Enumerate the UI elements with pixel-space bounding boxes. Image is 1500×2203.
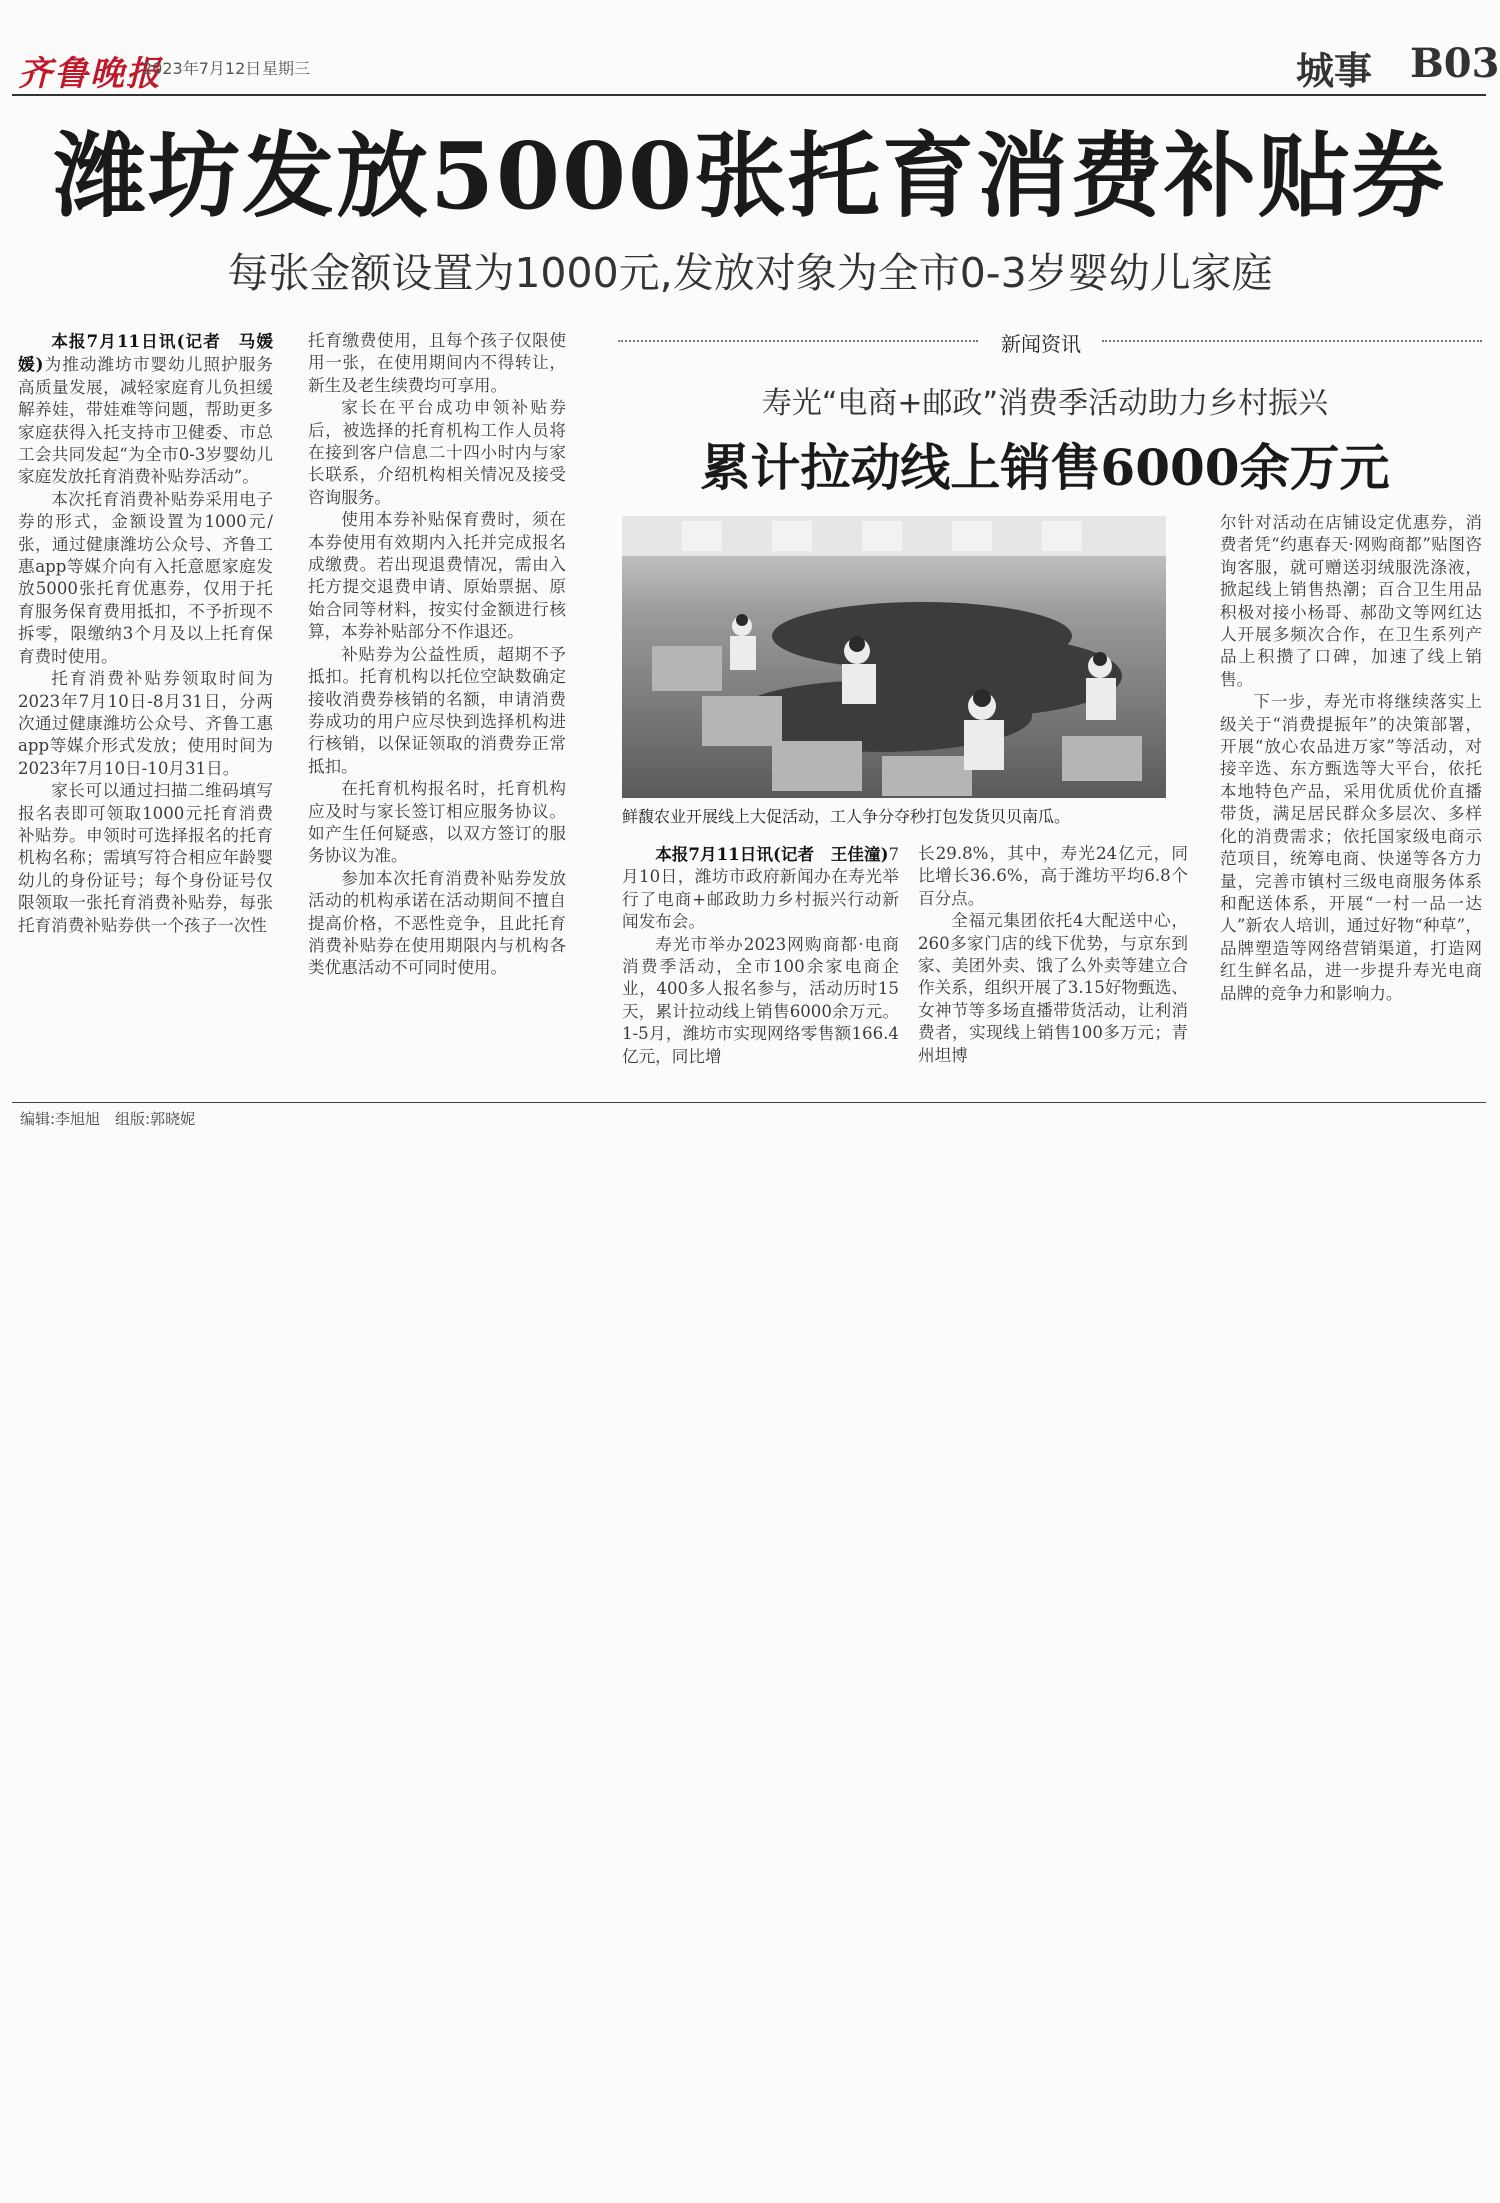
story1-paragraph: 家长在平台成功申领补贴券后，被选择的托育机构工作人员将在接到客户信息二十四小时内与家长联系，介绍机构相关情况及接受咨询服务。 bbox=[308, 398, 566, 507]
story2-paragraph-continued: 尔针对活动在店铺设定优惠券，消费者凭“约惠春天·网购商都”贴图咨询客服，就可赠送羽绒服洗涤液，掀起线上销售热潮；百合卫生用品积极对接小杨哥、郝劭文等网红达人开展多频次合作，在卫生系列产品上积攒了口碑，加速了线上销售。 bbox=[1220, 513, 1482, 689]
story2-column-1 bbox=[622, 843, 899, 1068]
editor-credits: 编辑:李旭旭 组版:郭晓妮 bbox=[20, 1110, 196, 1128]
story1-paragraph: 托育消费补贴券领取时间为2023年7月10日-8月31日，分两次通过健康潍坊公众号、齐鲁工惠app等媒介形式发放；使用时间为2023年7月10日-10月31日。 bbox=[18, 669, 273, 778]
story2-byline: 本报7月11日讯(记者 王佳潼) bbox=[655, 844, 889, 864]
issue-date: 2023年7月12日 bbox=[142, 59, 262, 78]
story1-column-1 bbox=[18, 330, 273, 937]
story2-headline: 累计拉动线上销售6000余万元 bbox=[700, 438, 1390, 497]
news-tag: 新闻资讯 bbox=[1001, 332, 1081, 356]
tag-divider-right bbox=[1102, 340, 1482, 343]
story1-paragraph: 使用本券补贴保育费时，须在本券使用有效期内入托并完成报名成缴费。若出现退费情况，需由入托方提交退费申请、原始票据、原始合同等材料，按实付金额进行核算，本券补贴部分不作退还。 bbox=[308, 510, 566, 642]
footer-rule bbox=[12, 1102, 1486, 1103]
tag-divider-left bbox=[618, 340, 978, 343]
story2-paragraph: 下一步，寿光市将继续落实上级关于“消费提振年”的决策部署，开展“放心农品进万家”等活动，对接辛选、东方甄选等大平台，依托本地特色产品，采用优质优价直播带货，满足居民群众多层次、多样化的消费需求；依托国家级电商示范项目，统筹电商、快递等各方力量，完善市镇村三级电商服务体系和配送体系，开展“一村一品一达人”新农人培训，通过好物“种草”，品牌塑造等网络营销渠道，打造网红生鲜名品，进一步提升寿光电商品牌的竞争力和影响力。 bbox=[1220, 692, 1482, 1003]
story1-paragraph: 在托育机构报名时，托育机构应及时与家长签订相应服务协议。如产生任何疑惑，以双方签订的服务协议为准。 bbox=[308, 779, 566, 866]
main-headline: 潍坊发放5000张托育消费补贴券 bbox=[53, 122, 1447, 230]
main-subheadline: 每张金额设置为1000元,发放对象为全市0-3岁婴幼儿家庭 bbox=[227, 249, 1273, 297]
page-number: B03 bbox=[1410, 40, 1500, 87]
story1-paragraph: 参加本次托育消费补贴券发放活动的机构承诺在活动期间不擅自提高价格，不恶性竞争，且此托育消费补贴券在使用期限内与机构各类优惠活动不可同时使用。 bbox=[308, 868, 566, 978]
photo-caption: 鲜馥农业开展线上大促活动，工人争分夺秒打包发货贝贝南瓜。 bbox=[622, 807, 1071, 826]
story2-paragraph: 全福元集团依托4大配送中心，260多家门店的线下优势，与京东到家、美团外卖、饿了么外卖等建立合作关系，组织开展了3.15好物甄选、女神节等多场直播带货活动，让利消费者，实现线上销售100多万元；青州坦博 bbox=[918, 911, 1188, 1065]
newspaper-logo: 齐鲁晚报 bbox=[18, 54, 162, 94]
story1-paragraph: 为推动潍坊市婴幼儿照护服务高质量发展，减轻家庭育儿负担缓解养娃，带娃难等问题，帮助更多家庭获得入托支持市卫健委、市总工会共同发起“为全市0-3岁婴幼儿家庭发放托育消费补贴券活动”。 bbox=[18, 355, 274, 487]
story1-paragraph: 本次托育消费补贴券采用电子券的形式，金额设置为1000元/张，通过健康潍坊公众号、齐鲁工惠app等媒介向有入托意愿家庭发放5000张托育优惠券，仅用于托育服务保育费用抵扣，不予折现不拆零，限缴纳3个月及以上托育保育费时使用。 bbox=[18, 489, 273, 666]
story2-paragraph: 寿光市举办2023网购商都·电商消费季活动，全市100余家电商企业，400多人报名参与，活动历时15天，累计拉动线上销售6000余万元。1-5月，潍坊市实现网络零售额166.4亿元，同比增 bbox=[622, 934, 899, 1066]
photo-illustration bbox=[622, 516, 1166, 798]
section-name: 城事 bbox=[1296, 48, 1373, 93]
masthead-rule bbox=[12, 94, 1486, 96]
story1-paragraph-continued: 托育缴费使用，且每个孩子仅限使用一张，在使用期间内不得转让，新生及老生续费均可享用。 bbox=[308, 331, 566, 395]
issue-weekday: 星期三 bbox=[262, 59, 311, 78]
story1-paragraph: 补贴券为公益性质，超期不予抵扣。托育机构以托位空缺数确定接收消费券核销的名额，申请消费券成功的用户应尽快到选择机构进行核销，以保证领取的消费券正常抵扣。 bbox=[308, 644, 566, 776]
story2-paragraph: 7月10日，潍坊市政府新闻办在寿光举行了电商+邮政助力乡村振兴行动新闻发布会。 bbox=[622, 845, 899, 932]
story1-paragraph: 家长可以通过扫描二维码填写报名表即可领取1000元托育消费补贴券。申领时可选择报名的托育机构名称；需填写符合相应年龄婴幼儿的身份证号；每个身份证号仅限领取一张托育消费补贴券，每张托育消费补贴券供一个孩子一次性 bbox=[18, 781, 273, 935]
news-photo bbox=[622, 516, 1166, 798]
story2-column-3 bbox=[1220, 512, 1482, 1005]
story2-column-2 bbox=[918, 843, 1188, 1067]
story2-kicker: 寿光“电商+邮政”消费季活动助力乡村振兴 bbox=[761, 386, 1329, 421]
story1-byline: 本报7月11日讯(记者 马媛媛) bbox=[18, 331, 273, 375]
story2-paragraph-continued: 长29.8%，其中，寿光24亿元，同比增长36.6%，高于潍坊平均6.8个百分点。 bbox=[918, 844, 1188, 908]
story1-column-2 bbox=[308, 330, 566, 980]
